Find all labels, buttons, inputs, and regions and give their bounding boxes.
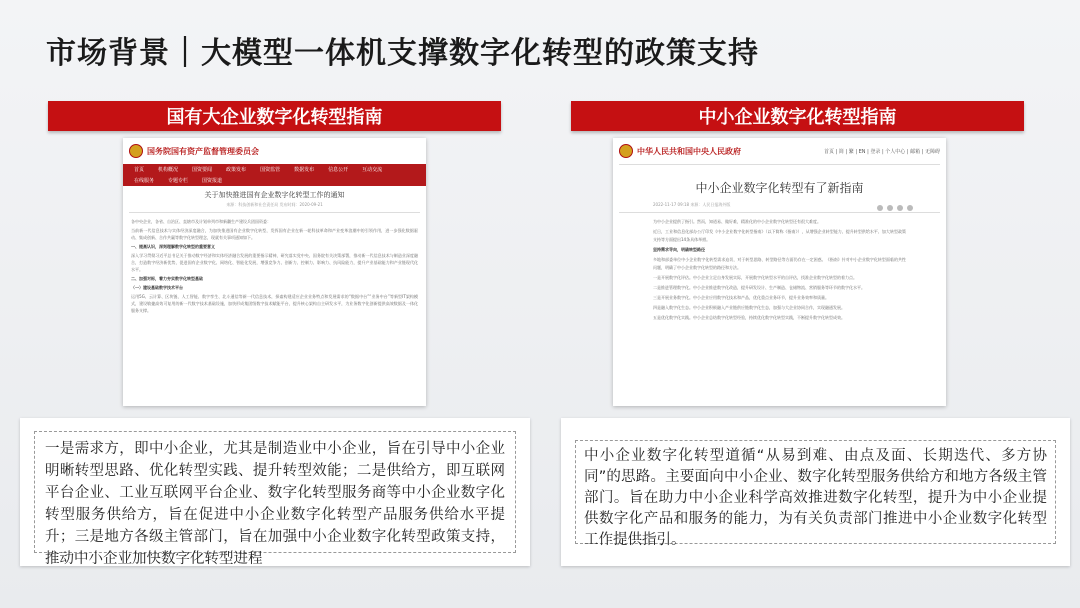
share-icons[interactable] (876, 204, 916, 212)
doc-paragraph: 四是融入数字化生态。中小企业积极融入产业链供应链数字化生态，加强与大企业协同合作，实现融通发展。 (653, 305, 845, 310)
right-description: 中小企业数字化转型道循“从易到难、由点及面、长期迭代、多方协同”的思路。主要面向中小企业、数字化转型服务供给方和地方各级主管部门。旨在助力中小企业科学高效推进数字化转型，提升为中小企业提供数字化产品和服务的能力，为有关负责部门推进中小企业数字化转型工作提供指引。 (575, 440, 1056, 544)
doc-subheading: 一、提高认识，深刻理解数字化转型的重要意义 (131, 244, 215, 249)
sasac-doc-title: 关于加快推进国有企业数字化转型工作的通知 (204, 191, 345, 199)
right-text-card (561, 418, 1070, 566)
left-description: 一是需求方，即中小企业，尤其是制造业中小企业，旨在引导中小企业明晰转型思路、优化转型实践、提升转型效能；二是供给方，即互联网平台企业、工业互联网平台企业、数字化转型服务商等中小企业数字化转型服务供给方，旨在促进中小企业数字化转型产品服务供给水平提升；三是地方各级主管部门，旨在加强中小企业数字化转型政策支持，推动中小企业加快数字化转型进程 (34, 431, 516, 553)
divider (619, 212, 940, 213)
doc-paragraph: 二是推进管理数字化。中小企业推进数字化改造，提升研发设计、生产制造、仓储物流、营销服务等环节的数字化水平。 (653, 285, 865, 290)
doc-paragraph: 当前新一代信息技术与实体经济深度融合，为加快推进国有企业数字化转型，发挥国有企业在新一轮科技革命和产业变革浪潮中的引领作用，进一步强化数据驱动、集成创新、合作共赢等数字化转型理念，现就有关事项通知如下。 (131, 228, 418, 240)
divider (129, 212, 420, 213)
doc-paragraph: 为中小企业提供了指引。然而，知道易、做好难，精准化的中小企业数字化转型还有很大难度。 (653, 219, 821, 224)
nav-item[interactable]: 国资报道 (202, 178, 223, 184)
nav-item[interactable]: 互动交流 (362, 167, 383, 173)
nav-item[interactable]: 在线服务 (134, 178, 155, 184)
gov-doc-meta: 2022-11-17 09:18 来源：人民日报海外版 (653, 202, 731, 207)
national-emblem-icon (619, 144, 633, 158)
left-text-card (20, 418, 530, 566)
nav-item[interactable]: 国资要闻 (192, 167, 213, 173)
doc-paragraph: 一是开展数字化评估。中小企业立足自身发展实际，开展数字化转型水平的自评估，找准企业数字化转型的着力点。 (653, 275, 857, 280)
doc-paragraph: 深入学习贯彻习近平总书记关于推动数字经济和实体经济融合发展的重要指示精神，研究落实党中央、国务院有关决策部署，推动新一代信息技术与制造业深度融合，打造数字经济新优势，促进国有企业数字化、网络化、智能化发展，增强竞争力、创新力、控制力、影响力、抗风险能力，提升产业基础能力和产业链现代化水平。 (131, 253, 418, 272)
gov-document-screenshot (613, 138, 946, 406)
divider (619, 164, 940, 165)
right-banner: 中小企业数字化转型指南 (571, 101, 1024, 131)
doc-paragraph: 近日，工业和信息化部办公厅印发《中小企业数字化转型指南》（以下简称《指南》），从增强企业转型能力、提升转型供给水平、加大转型政策支持等方面提出14条具体举措。 (653, 229, 906, 242)
nav-item[interactable]: 政策发布 (226, 167, 247, 173)
doc-paragraph: 运用5G、云计算、区块链、人工智能、数字孪生、北斗通信等新一代信息技术，探索构建适应企业业务特点和发展需求的“数据中台”“业务中台”等新型IT架构模式，建设敏捷高效可复用的新一代数字技术基础设施，加快形成集团级数字技术赋能平台，提升核心架构自主研发水平，为业务数字化创新提供高效数据及一体化服务支撑。 (131, 294, 418, 313)
sasac-nav-bar (123, 164, 426, 186)
sasac-document-screenshot (123, 138, 426, 406)
doc-paragraph: 五是优化数字化实践。中小企业总结数字化转型经验，持续优化数字化转型实践，不断提升数字化转型成效。 (653, 315, 845, 320)
doc-paragraph: 各中央企业，各省、自治区、直辖市及计划单列市和新疆生产建设兵团国资委： (131, 219, 271, 224)
nav-item[interactable]: 机构概况 (158, 167, 179, 173)
slide-title: 市场背景｜大模型一体机支撑数字化转型的政策支持 (46, 36, 759, 71)
gov-site-links[interactable]: 首页 | 简 | 繁 | EN | 登录 | 个人中心 | 邮箱 | 无障碍 (824, 148, 940, 155)
doc-subheading: 坚持需求导向，明确转型路径 (653, 247, 705, 252)
doc-paragraph: 多地和部委单位中小企业数字化转型需求迫切，对于转型思路、转型路径等方面仍存在一定困惑。《指南》针对中小企业数字化转型面临的共性问题，明确了中小企业数字化转型的路径和方法。 (653, 257, 906, 270)
national-emblem-icon (129, 144, 143, 158)
gov-header (613, 138, 946, 164)
doc-subheading: 二、加强对标，着力夯实数字化转型基础 (131, 276, 203, 281)
sasac-header (123, 138, 426, 164)
gov-org-name: 中华人民共和国中央人民政府 (637, 146, 741, 156)
nav-item[interactable]: 专题专栏 (168, 178, 189, 184)
doc-subheading: （一）建设基础数字技术平台 (131, 285, 183, 290)
sasac-doc-meta: 来源：科技创新和社会责任局 发布时间：2020-09-21 (226, 202, 323, 207)
nav-item[interactable]: 信息公开 (328, 167, 349, 173)
nav-item[interactable]: 首页 (134, 167, 145, 173)
left-banner: 国有大企业数字化转型指南 (48, 101, 501, 131)
gov-doc-title: 中小企业数字化转型有了新指南 (695, 181, 864, 195)
nav-item[interactable]: 国资监管 (260, 167, 281, 173)
sasac-org-name: 国务院国有资产监督管理委员会 (147, 146, 259, 156)
nav-item[interactable]: 数据发布 (294, 167, 315, 173)
doc-paragraph: 三是开展业务数字化。中小企业应用数字化技术和产品，优化重点业务环节，提升业务效率和质量。 (653, 295, 829, 300)
